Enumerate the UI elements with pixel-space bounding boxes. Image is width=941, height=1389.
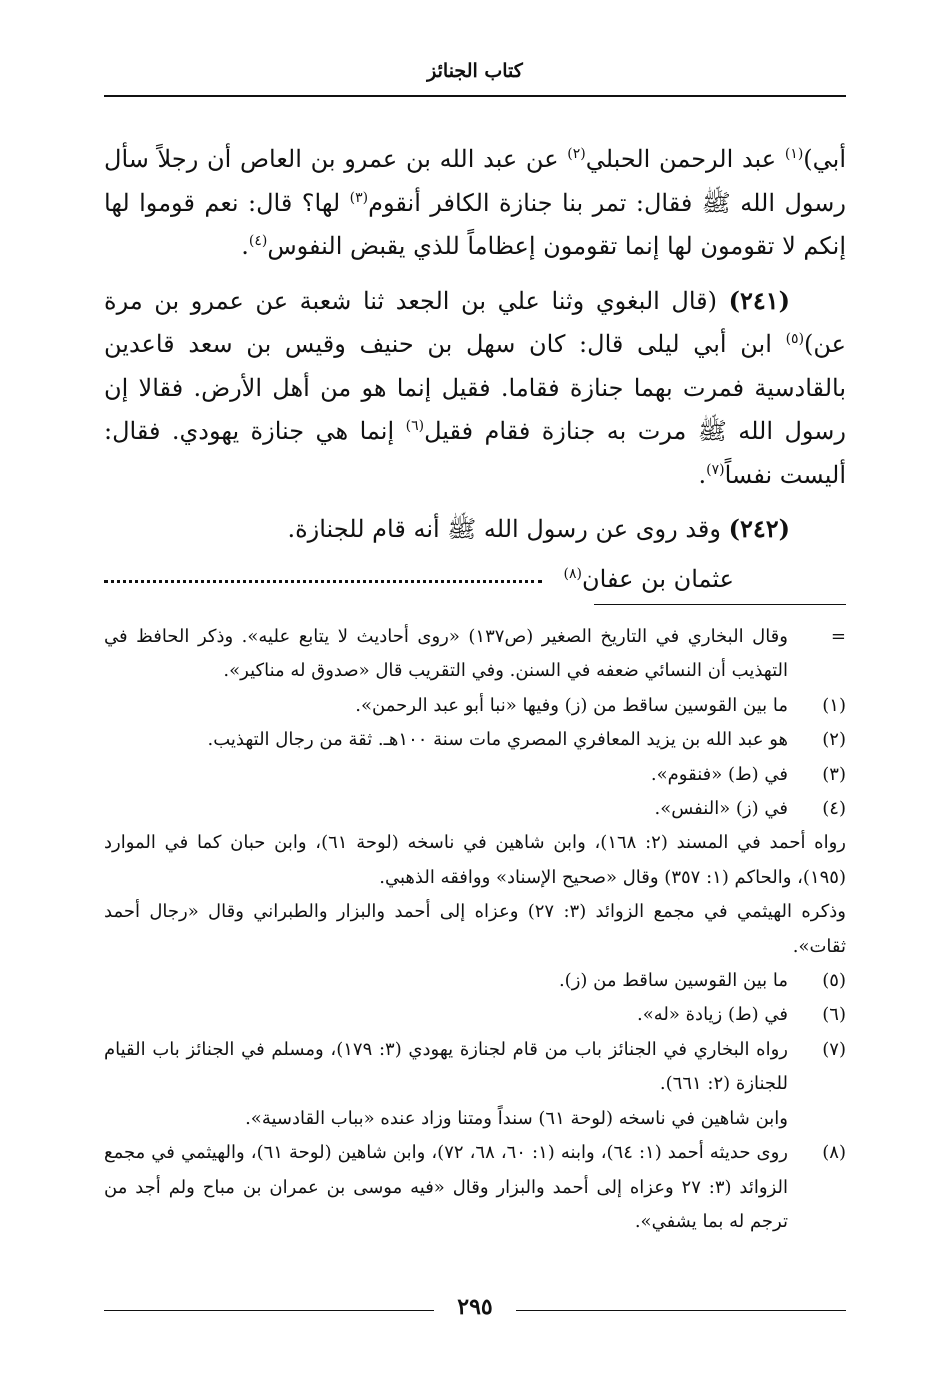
footnote-ref-7[interactable]: (٧) — [706, 461, 725, 478]
footer-rule-left — [104, 1310, 434, 1311]
footnote-3: (٣) في (ط) «فنقوم». — [650, 763, 846, 785]
footnote-separator — [594, 604, 846, 605]
footnote-1: (١) ما بين القوسين ساقط من (ز) وفيها «نبا أبو عبد الرحمن». — [355, 694, 846, 716]
page-number: ٢٩٥ — [457, 1294, 493, 1320]
footnote-ref-4[interactable]: (٤) — [248, 233, 268, 249]
hadith-number-241: (٢٤١) — [728, 285, 790, 315]
footnote-ref-8[interactable]: (٨) — [563, 565, 583, 582]
footnote-ref-6[interactable]: (٦) — [405, 418, 425, 434]
footnote-6: (٦) في (ط) زيادة «له». — [637, 1004, 846, 1026]
footnote-ref-2[interactable]: (٢) — [567, 146, 586, 162]
footnote-7: (٧) رواه البخاري في الجنائز باب من قام لجنازة يهودي (٣: ١٧٩)، ومسلم في الجنائز باب القيام للجنازة (٢: ٦٦١). وابن شاهين في ناسخه (لوحة ٦١) سنداً ومتنا وزاد عنده «بباب القادسية». — [104, 1038, 846, 1129]
footer-rule-right — [516, 1310, 846, 1311]
footnote-4: (٤) في (ز) «النفس». رواه أحمد في المسند (٢: ١٦٨)، وابن شاهين في ناسخه (لوحة ٦١)، وابن حبان كما في الموارد (١٩٥)، والحاكم (١: ٣٥٧) وقال «صحيح الإسناد» ووافقه الذهبي. وذكره الهيثمي في مجمع الزوائد (٣: ٢٧) وعزاه إلى أحمد والبزار والطبراني وقال «رجال أحمد ثقات». — [104, 798, 846, 957]
footnote-ref-5[interactable]: (٥) — [785, 331, 805, 347]
hadith-number-242: (٢٤٢) — [728, 514, 790, 543]
page-footer — [104, 1294, 846, 1324]
paragraph-242: (٢٤٢) وقد روى عن رسول الله ﷺ أنه قام للجنازة. — [287, 514, 790, 543]
footnote-ref-1[interactable]: (١) — [784, 146, 804, 162]
paragraph-uthman: عثمان بن عفان$^{(٨)}$ — [104, 558, 846, 602]
footnote-2: (٢) هو عبد الله بن يزيد المعافري المصري مات سنة ١٠٠هـ. ثقة من رجال التهذيب. — [207, 729, 846, 751]
ellipsis-dots — [104, 579, 542, 583]
header-rule — [104, 95, 846, 97]
paragraph-241: (٢٤١) (قال البغوي وثنا علي بن الجعد ثنا شعبة عن عمرو بن مرة عن)$^{(٥)}$ ابن أبي ليلى قال: كان سهل بن حنيف وقيس بن سعد قاعدين بالقادسية فمرت بهما جنازة فقاما. فقيل إنما هو من أهل الأرض. فقالا إن رسول الله ﷺ مرت به جنازة فقام فقيل$^{(٦)}$ إنما هي جنازة يهودي. فقال: أليست نفساً$^{(٧)}$. — [104, 285, 846, 489]
footnote-ref-3[interactable]: (٣) — [349, 189, 369, 206]
footnotes — [104, 620, 846, 1239]
footnote-5: (٥) ما بين القوسين ساقط من (ز). — [558, 970, 846, 992]
running-header: كتاب الجنائز — [427, 60, 523, 82]
footnote-8: (٨) روى حديثه أحمد (١: ٦٤)، وابنه (١: ٦٠، ٦٨، ٧٢)، وابن شاهين (لوحة ٦١)، والهيثمي في مجمع الزوائد (٣: ٢٧ وعزاه إلى أحمد والبزار وقال «فيه موسى بن عمران بن مباح ولم أجد من ترجم له بما يشفي». — [104, 1142, 846, 1232]
footnote-continuation: = وقال البخاري في التاريخ الصغير (ص١٣٧) «روى أحاديث لا يتابع عليه». وذكر الحافظ في التهذيب أن النسائي ضعفه في السنن. وفي التقريب قال «صدوق له مناكير». — [104, 626, 846, 682]
main-text — [104, 138, 846, 601]
paragraph-1: أبي)$^{(١)}$ عبد الرحمن الحبلي$^{(٢)}$ عن عبد الله بن عمرو بن العاص أن رجلاً سأل رسول الله ﷺ فقال: تمر بنا جنازة الكافر أنقوم$^{(٣)}$ لها؟ قال: نعم قوموا لها إنكم لا تقومون لها إنما تقومون إعظاماً للذي يقبض النفوس$^{(٤)}$. — [104, 145, 846, 260]
